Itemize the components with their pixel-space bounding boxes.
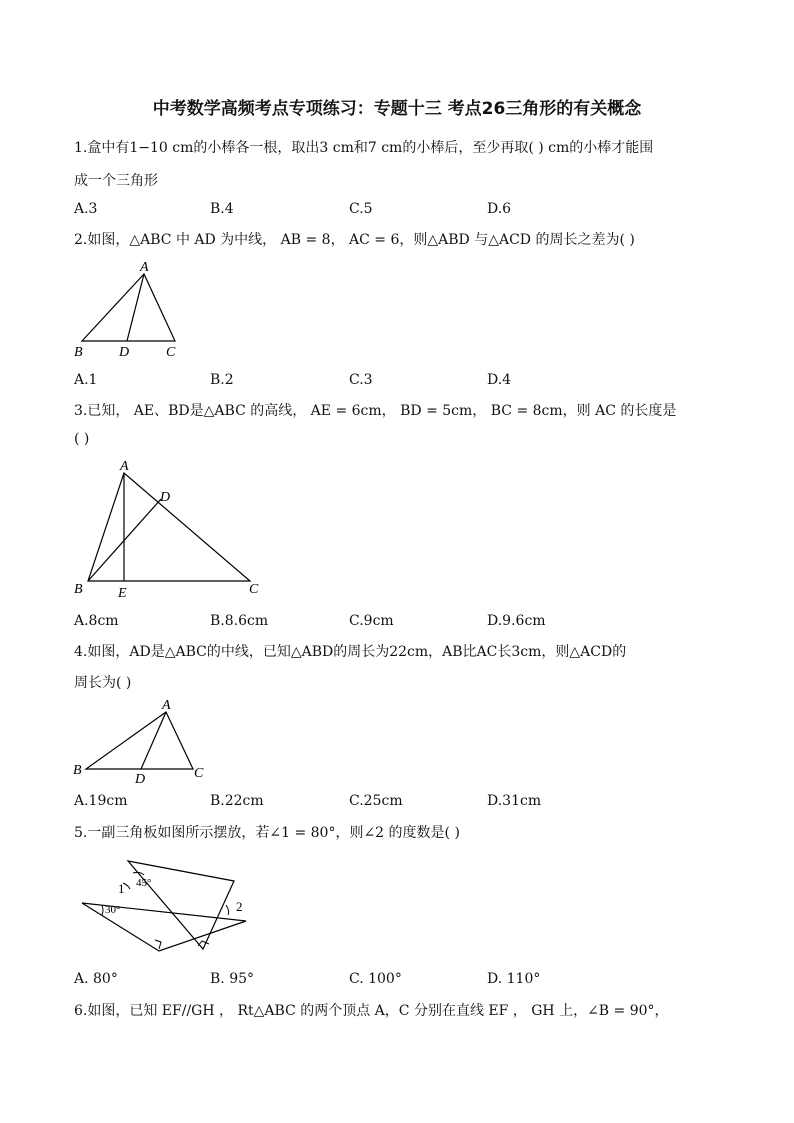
question-3-line-1: 3.已知， AE、BD是△ABC 的高线， AE = 6cm， BD = 5cm， BC = 8cm，则 AC 的长度是: [74, 403, 677, 419]
angle-label-1: 1: [118, 881, 125, 896]
question-3-triangle-figure: [60, 455, 280, 605]
angle-2-arc: [226, 905, 229, 915]
question-1-option-a: A.3: [74, 201, 98, 217]
question-1-option-b: B.4: [210, 201, 234, 217]
question-3-option-a: A.8cm: [74, 613, 119, 629]
label-c: C: [194, 766, 204, 781]
question-4-option-c: C.25cm: [349, 793, 403, 809]
question-1-option-c: C.5: [349, 201, 373, 217]
question-3-option-b: B.8.6cm: [210, 613, 269, 629]
question-5-set-square-figure: [60, 853, 260, 963]
label-d: D: [160, 490, 171, 505]
triangle-abc: [82, 274, 175, 341]
set-square-45: [128, 861, 234, 949]
question-2-option-a: A.1: [74, 372, 98, 388]
label-b: B: [74, 345, 83, 360]
label-b: B: [74, 582, 83, 597]
question-1-option-d: D.6: [487, 201, 512, 217]
question-3-option-d: D.9.6cm: [487, 613, 546, 629]
label-a: A: [162, 698, 171, 713]
angle-30-arc: [102, 905, 103, 915]
question-1-line-1: 1.盒中有1−10 cm的小棒各一根，取出3 cm和7 cm的小棒后，至少再取( ) cm的小棒才能围: [74, 140, 654, 156]
right-angle-mark-1: [155, 940, 161, 949]
question-3-line-2: ( ): [74, 431, 90, 447]
label-b: B: [73, 763, 82, 778]
question-2-option-d: D.4: [487, 372, 512, 388]
question-5-option-b: B. 95°: [210, 971, 255, 987]
question-4-option-b: B.22cm: [210, 793, 264, 809]
question-4-line-2: 周长为( ): [74, 675, 132, 691]
label-a: A: [120, 459, 129, 474]
question-5-option-c: C. 100°: [349, 971, 402, 987]
label-e: E: [118, 586, 127, 601]
question-5-line-1: 5.一副三角板如图所示摆放，若∠1 = 80°，则∠2 的度数是( ): [74, 825, 460, 841]
page-title: 中考数学高频考点专项练习：专题十三 考点26三角形的有关概念: [152, 99, 642, 119]
question-4-line-1: 4.如图，AD是△ABC的中线，已知△ABD的周长为22cm，AB比AC长3cm，则△ACD的: [74, 644, 627, 660]
question-4-option-a: A.19cm: [74, 793, 128, 809]
label-c: C: [166, 345, 176, 360]
angle-label-2: 2: [236, 899, 243, 914]
angle-label-30: 30°: [105, 904, 121, 916]
triangle-abc: [86, 712, 193, 769]
question-5-option-d: D. 110°: [487, 971, 541, 987]
question-2-option-b: B.2: [210, 372, 234, 388]
question-4-option-d: D.31cm: [487, 793, 542, 809]
angle-label-45: 45°: [136, 877, 152, 889]
question-2-triangle-figure: [60, 252, 200, 364]
question-6-line-1: 6.如图，已知 EF//GH ， Rt△ABC 的两个顶点 A，C 分别在直线 EF ， GH 上，∠B = 90°，: [74, 1003, 669, 1019]
question-5-option-a: A. 80°: [74, 971, 118, 987]
question-3-option-c: C.9cm: [349, 613, 394, 629]
question-1-line-2: 成一个三角形: [74, 173, 158, 189]
question-2-line-1: 2.如图，△ABC 中 AD 为中线， AB = 8， AC = 6，则△ABD 与△ACD 的周长之差为( ): [74, 232, 635, 248]
label-d: D: [135, 772, 146, 787]
question-4-triangle-figure: [60, 696, 220, 788]
label-d: D: [119, 345, 130, 360]
question-2-option-c: C.3: [349, 372, 373, 388]
label-c: C: [249, 582, 259, 597]
label-a: A: [140, 260, 149, 275]
